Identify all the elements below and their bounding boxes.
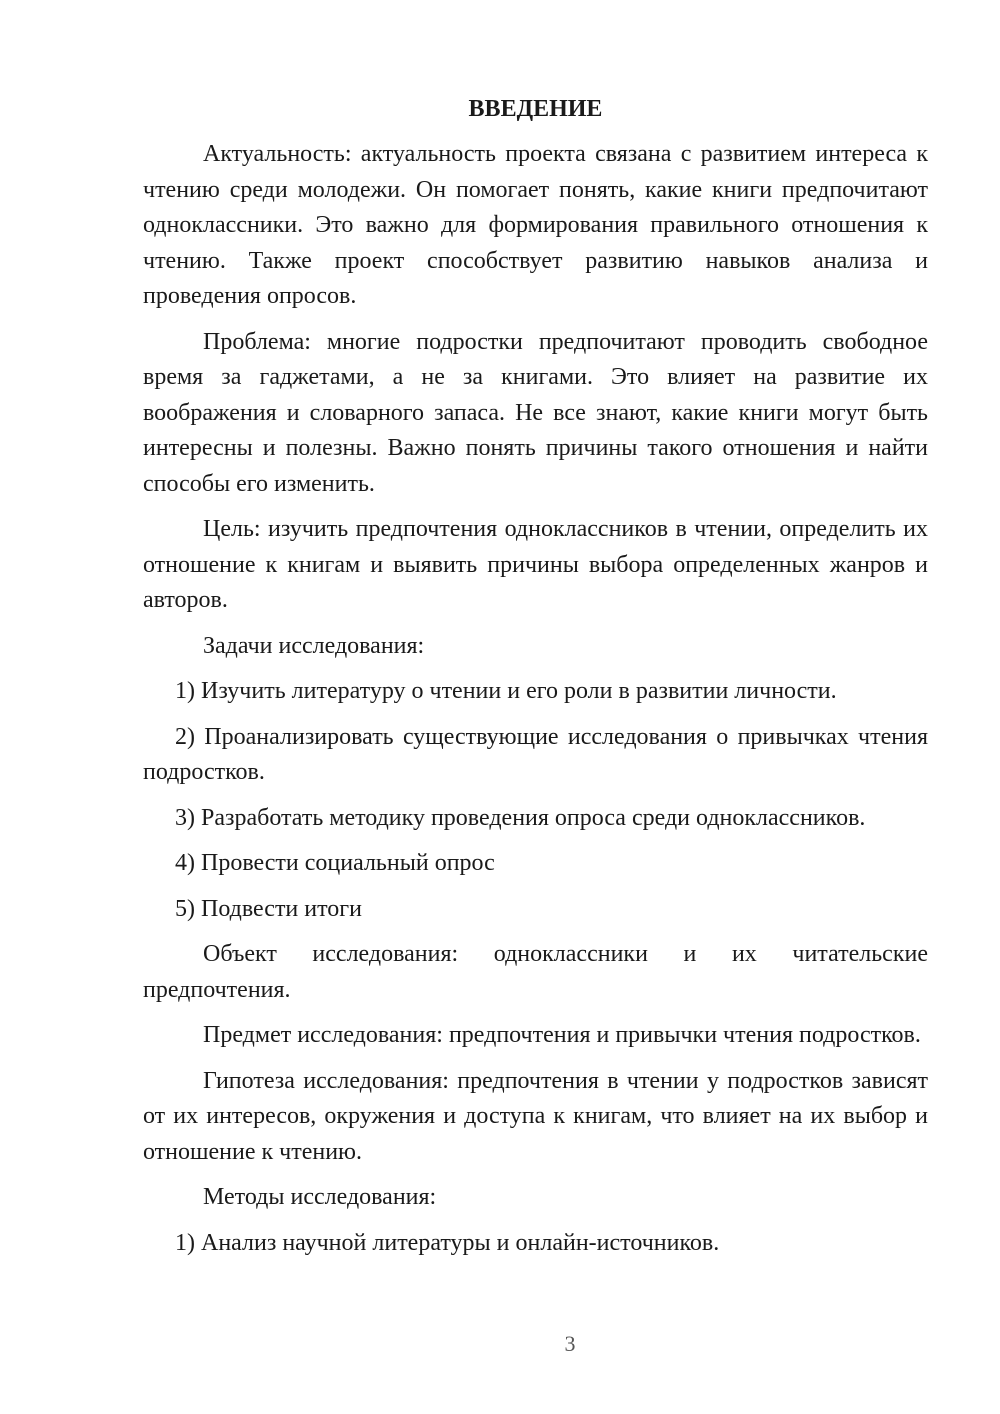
page-content [143,92,928,1271]
problem-paragraph: Проблема: многие подростки предпочитают проводить свободное время за гаджетами, а не за книгами. Это влияет на развитие их воображения и словарного запаса. Не все знают, какие книги могут быть интересны и полезны. Важно понять причины такого отношения и найти способы его изменить. [143,328,928,497]
page-title: ВВЕДЕНИЕ [468,96,603,122]
relevance-paragraph: Актуальность: актуальность проекта связана с развитием интереса к чтению среди молодежи. Он помогает понять, какие книги предпочитают одноклассники. Это важно для формирования правильного отношения к чтению. Также проект способствует развитию навыков анализа и проведения опросов. [143,141,928,309]
page-number: 3 [564,1331,576,1356]
task-item-4: 4) Провести социальный опрос [175,850,495,876]
object-paragraph: Объект исследования: одноклассники и их читательские предпочтения. [143,941,928,1003]
task-item-3: 3) Разработать методику проведения опроса среди одноклассников. [175,804,866,831]
methods-heading: Методы исследования: [203,1184,437,1210]
goal-paragraph: Цель: изучить предпочтения одноклассников в чтении, определить их отношение к книгам и выявить причины выбора определенных жанров и авторов. [143,516,928,613]
method-item-1: 1) Анализ научной литературы и онлайн-источников. [175,1229,720,1256]
tasks-heading: Задачи исследования: [203,632,425,659]
task-item-2: 2) Проанализировать существующие исследования о привычках чтения подростков. [143,723,928,785]
subject-paragraph: Предмет исследования: предпочтения и привычки чтения подростков. [203,1022,921,1048]
task-item-1: 1) Изучить литературу о чтении и его роли в развитии личности. [175,678,837,704]
hypothesis-paragraph: Гипотеза исследования: предпочтения в чтении у подростков зависят от их интересов, окружения и доступа к книгам, что влияет на их выбор и отношение к чтению. [143,1067,928,1165]
task-item-5: 5) Подвести итоги [175,895,362,922]
